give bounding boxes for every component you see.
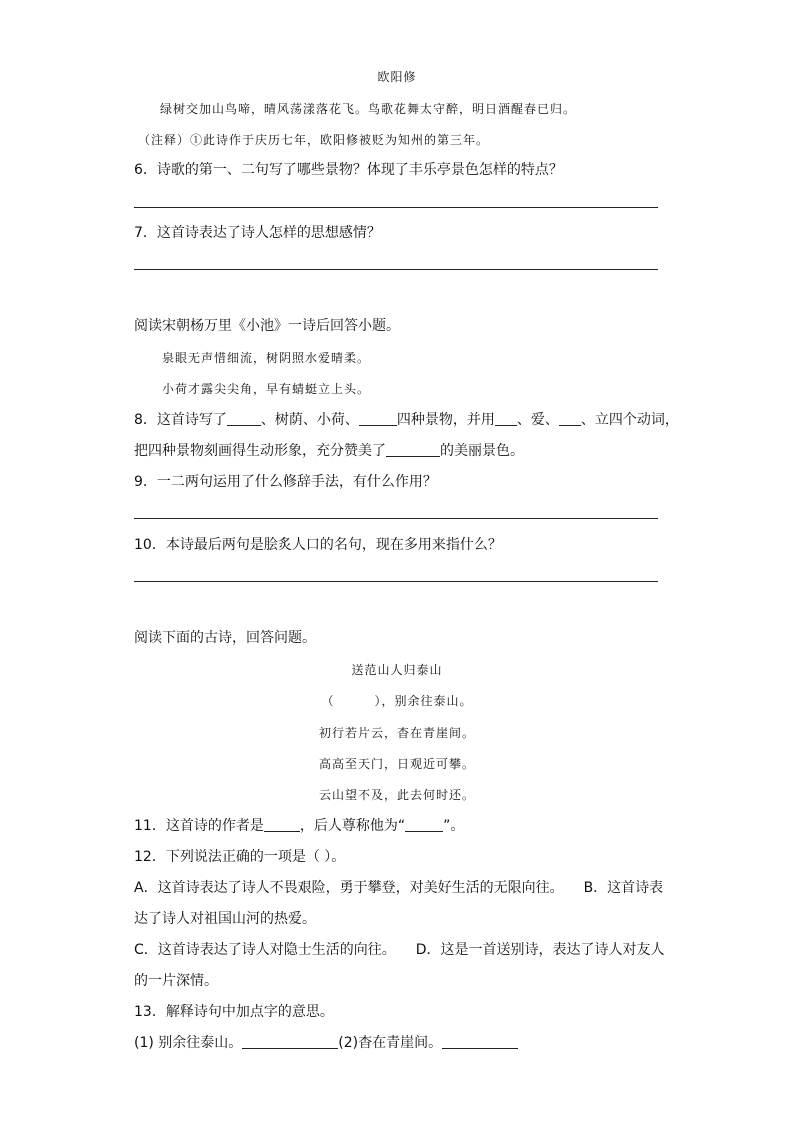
option-c[interactable]: C．这首诗表达了诗人对隐士生活的向往。 bbox=[134, 942, 396, 958]
section3-intro: 阅读下面的古诗，回答问题。 bbox=[134, 630, 316, 646]
q13-blank-1[interactable] bbox=[242, 1034, 338, 1049]
q8-text-5: 、立四个动词， bbox=[580, 412, 679, 428]
verse1-rest: ），别余往泰山。 bbox=[374, 694, 473, 708]
section2-verse2: 小荷才露尖尖角，早有蜻蜓立上头。 bbox=[162, 382, 371, 396]
question-8-line2 bbox=[134, 441, 524, 461]
q8-blank-1[interactable] bbox=[227, 411, 261, 426]
q8-blank-2[interactable] bbox=[359, 411, 397, 426]
question-13-items bbox=[134, 1033, 518, 1053]
option-a[interactable]: A．这首诗表达了诗人不畏艰险，勇于攀登，对美好生活的无限向往。 bbox=[134, 880, 564, 896]
verse1-open-paren: （ bbox=[321, 694, 335, 708]
option-d-part1[interactable]: D．这是一首送别诗，表达了诗人对友人 bbox=[415, 942, 665, 958]
q13-item-2: (2)杳在青崖间。 bbox=[338, 1035, 443, 1051]
q8-text-7: 的美丽景色。 bbox=[440, 443, 524, 459]
poem1-author: 欧阳修 bbox=[377, 70, 417, 84]
section3-title: 送范山人归泰山 bbox=[351, 663, 443, 677]
q11-blank-1[interactable] bbox=[264, 817, 300, 832]
question-10: 10．本诗最后两句是脍炙人口的名句，现在多用来指什么？ bbox=[134, 537, 502, 553]
question-12-line-cd bbox=[134, 940, 665, 960]
question-8-line1 bbox=[134, 410, 679, 430]
question-13-stem: 13．解释诗句中加点字的意思。 bbox=[134, 1004, 334, 1020]
question-11 bbox=[134, 816, 464, 836]
option-d-part2[interactable]: 的一片深情。 bbox=[134, 973, 218, 989]
q8-blank-4[interactable] bbox=[559, 411, 581, 426]
section3-verse4: 云山望不及，此去何时还。 bbox=[318, 788, 475, 802]
question-6: 6．诗歌的第一、二句写了哪些景物？体现了丰乐亭景色怎样的特点？ bbox=[134, 162, 563, 178]
section2-verse1: 泉眼无声惜细流，树阴照水爱晴柔。 bbox=[162, 351, 371, 365]
q8-text-1: 8．这首诗写了 bbox=[134, 412, 227, 428]
q11-text-2: ，后人尊称他为“ bbox=[299, 818, 406, 834]
option-b-part1[interactable]: B．这首诗表 bbox=[583, 880, 664, 896]
poem1-note: （注释）①此诗作于庆历七年，欧阳修被贬为知州的第三年。 bbox=[138, 133, 490, 147]
q11-text-3: ”。 bbox=[443, 818, 465, 834]
q8-blank-3[interactable] bbox=[495, 411, 517, 426]
question-9: 9．一二两句运用了什么修辞手法，有什么作用？ bbox=[134, 474, 437, 490]
q11-blank-2[interactable] bbox=[405, 817, 443, 832]
q13-item-1: (1) 别余往泰山。 bbox=[134, 1035, 243, 1051]
section3-verse3: 高高至天门，日观近可攀。 bbox=[318, 757, 475, 771]
section3-verse1 bbox=[0, 691, 794, 711]
answer-line-q7[interactable] bbox=[134, 269, 658, 270]
q13-blank-2[interactable] bbox=[442, 1034, 518, 1049]
poem1-verse: 绿树交加山鸟啼，晴风荡漾落花飞。鸟歌花舞太守醉，明日酒醒春已归。 bbox=[160, 102, 577, 116]
answer-line-q10[interactable] bbox=[134, 581, 658, 582]
q8-text-6: 把四种景物刻画得生动形象，充分赞美了 bbox=[134, 443, 386, 459]
question-12-line-ab bbox=[134, 878, 663, 898]
answer-line-q6[interactable] bbox=[134, 207, 658, 208]
section2-intro: 阅读宋朝杨万里《小池》一诗后回答小题。 bbox=[134, 318, 400, 334]
q11-text-1: 11．这首诗的作者是 bbox=[134, 818, 264, 834]
q8-blank-5[interactable] bbox=[386, 442, 440, 457]
section3-verse2: 初行若片云，杳在青崖间。 bbox=[318, 726, 475, 740]
option-b-part2[interactable]: 达了诗人对祖国山河的热爱。 bbox=[134, 911, 316, 927]
answer-line-q9[interactable] bbox=[134, 518, 658, 519]
q8-text-3: 四种景物，并用 bbox=[396, 412, 495, 428]
question-7: 7．这首诗表达了诗人怎样的思想感情？ bbox=[134, 225, 381, 241]
q8-text-2: 、树荫、小荷、 bbox=[260, 412, 359, 428]
question-12-stem: 12．下列说法正确的一项是（ ）。 bbox=[134, 849, 346, 865]
q8-text-4: 、爱、 bbox=[516, 412, 559, 428]
